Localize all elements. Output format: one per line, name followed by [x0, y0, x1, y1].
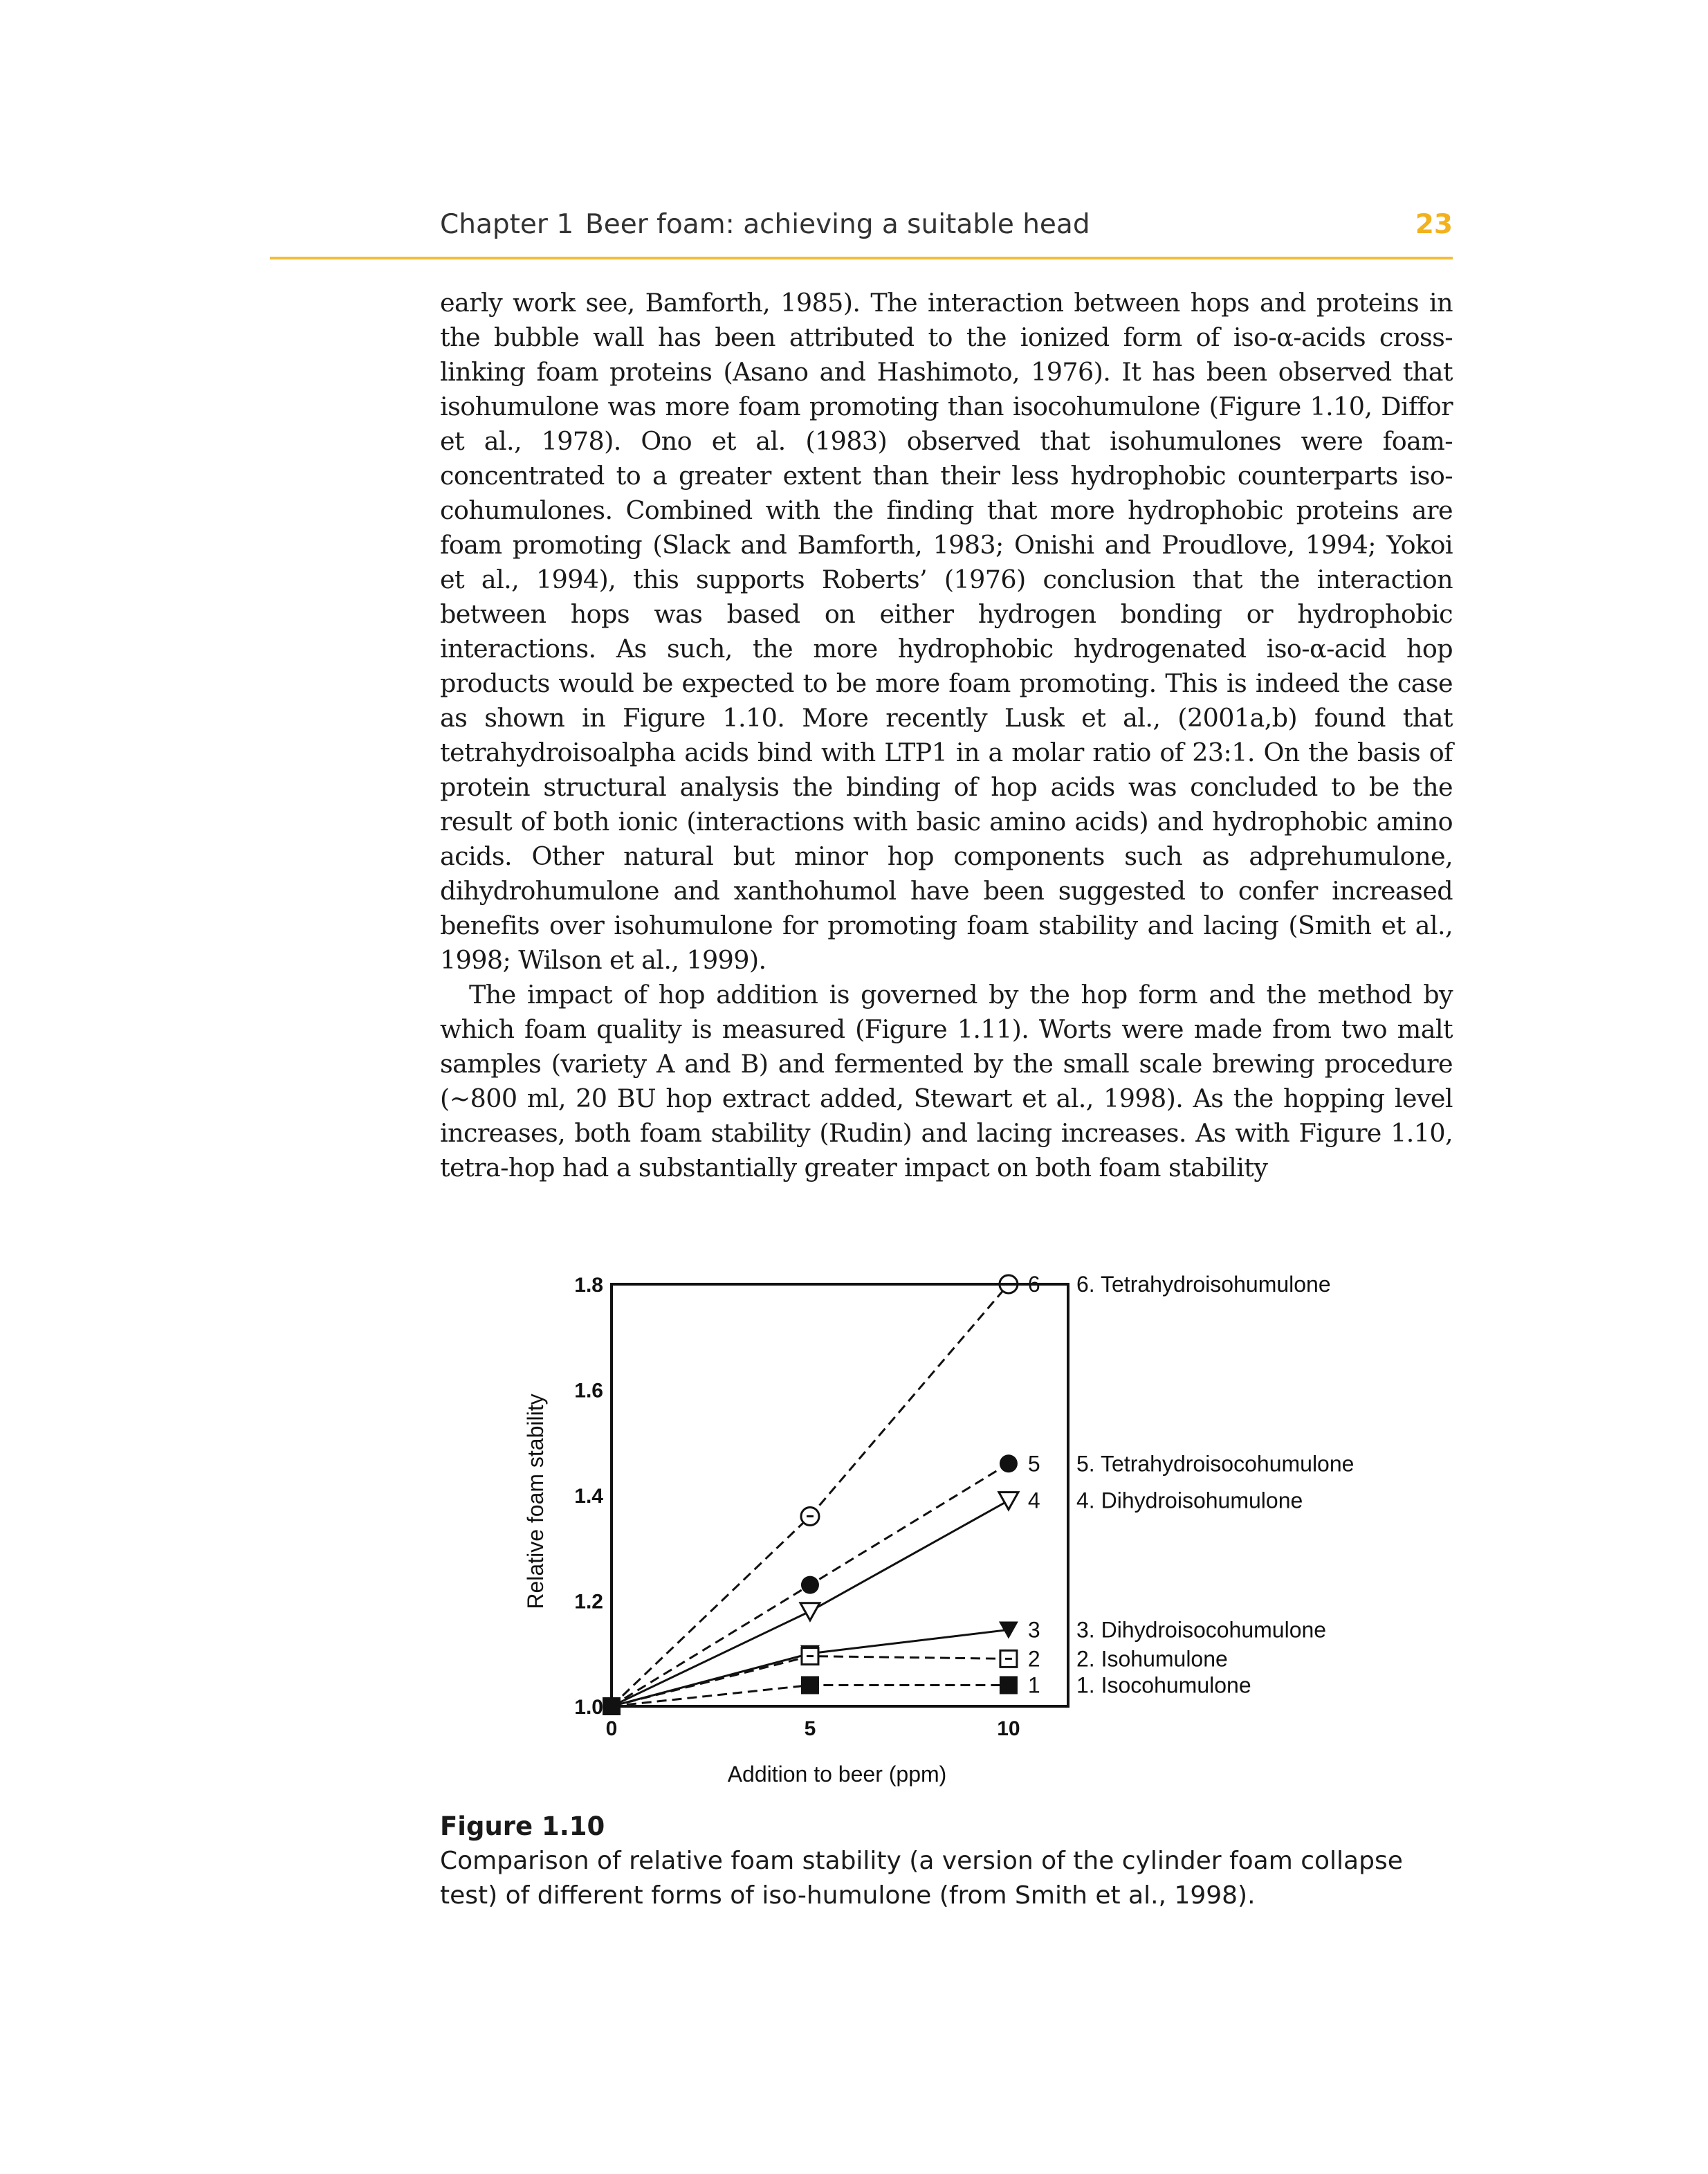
chapter-title: Beer foam: achieving a suitable head: [585, 209, 1090, 240]
series-id-label-2: 2: [1027, 1646, 1040, 1672]
marker-series-5: [801, 1576, 819, 1594]
legend-entry-4: 4. Dihydroisohumulone: [1076, 1488, 1303, 1513]
y-tick-label: 1.4: [574, 1485, 603, 1508]
y-tick-label: 1.2: [574, 1590, 603, 1614]
series-id-label-1: 1: [1027, 1672, 1040, 1698]
x-tick-label: 5: [804, 1717, 816, 1740]
body-text: [440, 286, 1453, 1185]
series-line-6: [612, 1284, 1009, 1706]
figure-1-10: [512, 1273, 1480, 1799]
page-number: 23: [1415, 209, 1453, 240]
paragraph-2: The impact of hop addition is governed by the hop form and the method by which foam quality is measured (Figure 1.11). Worts were made from two malt samples (variety A and B) and fermented by the small scale brewing procedure (~800 ml, 20 BU hop extract added, Stewart et al., 1998). As the hopping level increases, both foam stability (Rudin) and lacing increases. As with Figure 1.10, tetra-hop had a substantially greater impact on both foam stability: [440, 980, 1453, 1182]
marker-series-4: [800, 1603, 820, 1620]
foam-stability-chart: [512, 1273, 1480, 1799]
y-tick-label: 1.6: [574, 1379, 603, 1403]
header-rule: [270, 257, 1453, 259]
marker-series-1: [801, 1677, 819, 1695]
series-id-label-6: 6: [1027, 1273, 1040, 1297]
series-id-label-5: 5: [1027, 1451, 1040, 1477]
x-tick-label: 10: [997, 1717, 1020, 1740]
caption-text: Comparison of relative foam stability (a version of the cylinder foam collapse test) of different forms of iso-humulone (from Smith et al., 1998).: [440, 1847, 1403, 1910]
legend-entry-2: 2. Isohumulone: [1076, 1646, 1228, 1672]
legend-entry-1: 1. Isocohumulone: [1076, 1672, 1251, 1698]
chapter-label: Chapter 1: [440, 209, 574, 240]
x-axis-label: Addition to beer (ppm): [727, 1762, 947, 1787]
figure-caption: [440, 1809, 1453, 1913]
caption-label: Figure 1.10: [440, 1811, 605, 1841]
marker-series-5: [1000, 1454, 1018, 1472]
marker-series-4: [999, 1492, 1018, 1510]
page-header: [440, 203, 1453, 245]
y-tick-label: 1.0: [574, 1696, 603, 1719]
series-line-3: [612, 1629, 1009, 1706]
y-tick-label: 1.8: [574, 1274, 603, 1297]
series-id-label-3: 3: [1027, 1617, 1040, 1643]
marker-series-1: [1000, 1677, 1018, 1695]
legend-entry-5: 5. Tetrahydroisocohumulone: [1076, 1451, 1355, 1477]
x-tick-label: 0: [605, 1717, 618, 1740]
paragraph-1: early work see, Bamforth, 1985). The interaction between hops and proteins in the bubble wall has been attributed to the ionized form of iso-α-acids cross-linking foam proteins (Asano and Hashimoto, 1976). It has been observed that isohumulone was more foam promoting than isocohumulone (Figure 1.10, Diffor et al., 1978). Ono et al. (1983) observed that isohumulones were foam-concentrated to a greater extent than their less hydrophobic counterparts iso-cohumulones. Combined with the finding that more hydrophobic proteins are foam promoting (Slack and Bamforth, 1983; Onishi and Proudlove, 1994; Yokoi et al., 1994), this supports Roberts’ (1976) conclusion that the interaction between hops was based on either hydrogen bonding or hydrophobic interactions. As such, the more hydrophobic hydrogenated iso-α-acid hop products would be expected to be more foam promoting. This is indeed the case as shown in Figure 1.10. More recently Lusk et al., (2001a,b) found that tetrahydroisoalpha acids bind with LTP1 in a molar ratio of 23:1. On the basis of protein structural analysis the binding of hop acids was concluded to be the result of both ionic (interactions with basic amino acids) and hydrophobic amino acids. Other natural but minor hop components such as adprehumulone, dihydrohumulone and xanthohumol have been suggested to confer increased benefits over isohumulone for promoting foam stability and lacing (Smith et al., 1998; Wilson et al., 1999).: [440, 288, 1453, 975]
legend-entry-3: 3. Dihydroisocohumulone: [1076, 1617, 1327, 1643]
y-axis-label: Relative foam stability: [523, 1394, 548, 1609]
series-id-label-4: 4: [1027, 1488, 1040, 1513]
legend-entry-6: 6. Tetrahydroisohumulone: [1076, 1273, 1331, 1297]
